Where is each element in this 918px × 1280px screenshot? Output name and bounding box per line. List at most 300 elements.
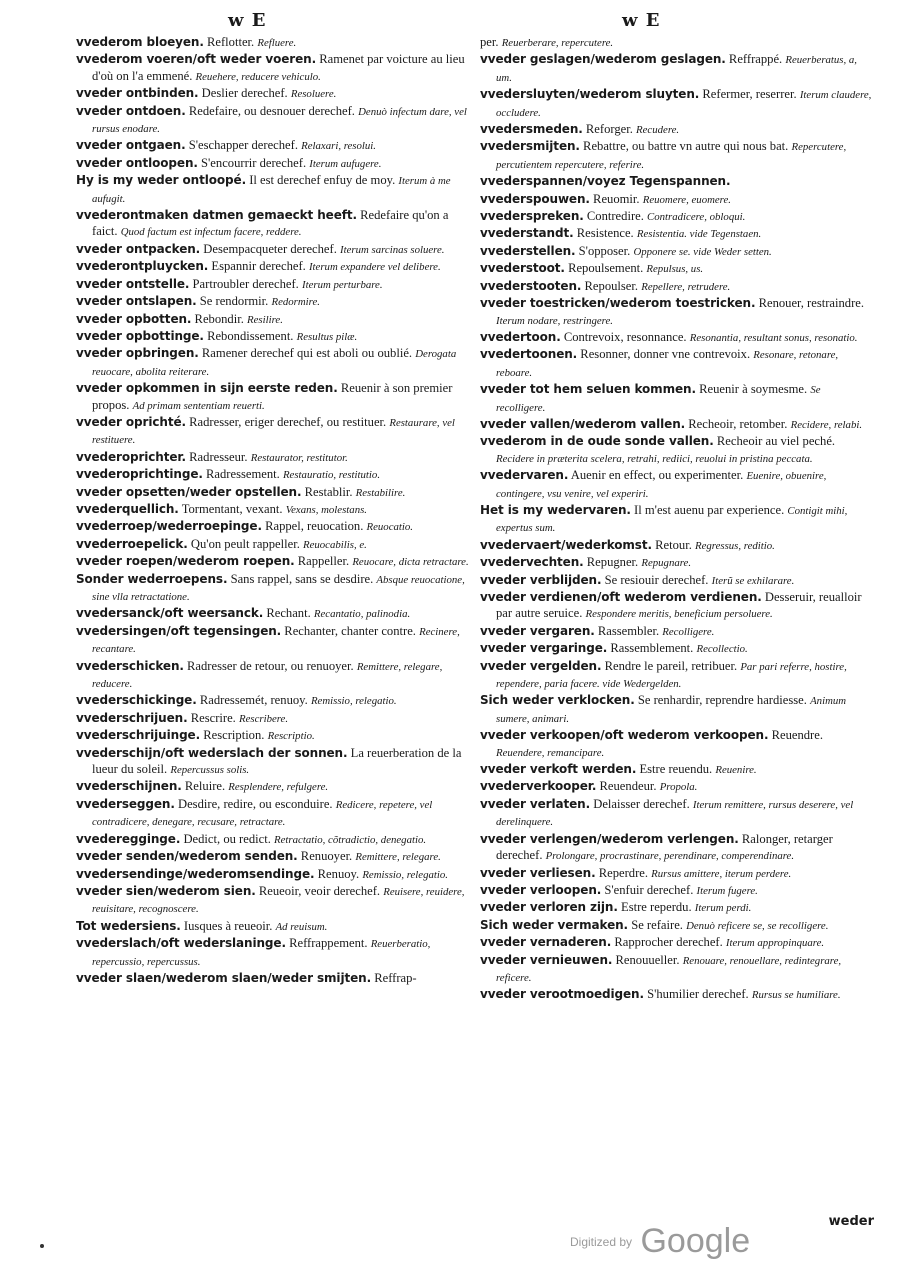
dictionary-entry (76, 796, 476, 831)
dictionary-entry (480, 346, 872, 381)
entry-headword: vvederontpluycken. (76, 259, 209, 274)
entry-headword: vveder tot hem seluen kommen. (480, 382, 696, 397)
right-column (480, 34, 872, 1004)
entry-latin: Iterum claudere, occludere. (496, 89, 872, 119)
dictionary-entry (480, 502, 872, 537)
entry-headword: vveder verkoft werden. (480, 762, 637, 777)
page-header-left: w E (228, 10, 267, 31)
entry-latin: Recollectio. (696, 643, 748, 656)
entry-latin: Resonantia, resultant sonus, resonatio. (689, 331, 858, 344)
entry-headword: vvederschrijuen. (76, 710, 188, 725)
dictionary-entry (480, 899, 872, 916)
left-column (76, 34, 476, 987)
entry-headword: vveder slaen/wederom slaen/weder smijten. (76, 970, 372, 985)
entry-latin: Reuenire. (715, 764, 757, 777)
entry-french: Rescription. (203, 728, 265, 743)
entry-headword: Het is my wedervaren. (480, 502, 631, 517)
entry-headword: vveder verloren zijn. (480, 900, 618, 915)
entry-french: Reuenir à soymesme. (699, 382, 808, 397)
entry-headword: vveder verloopen. (480, 882, 602, 897)
entry-headword: vveder verkoopen/oft wederom verkoopen. (480, 728, 769, 743)
entry-headword: vvederom in de oude sonde vallen. (480, 434, 714, 449)
dictionary-entry (480, 86, 872, 121)
dictionary-entry (76, 484, 476, 501)
dictionary-entry (480, 589, 872, 623)
entry-latin: Rursus se humiliare. (751, 989, 841, 1002)
dictionary-entry (480, 433, 872, 467)
entry-latin: Denuò reficere se, se recolligere. (686, 919, 829, 932)
entry-french: Il m'est auenu par experience. (634, 502, 785, 517)
entry-latin: Iterum à me aufugit. (92, 175, 451, 205)
entry-latin: Euenire, obuenire, contingere, vsu venire, vel experiri. (496, 470, 827, 500)
entry-latin: Repercutere, percutientem repercutere, referire. (496, 141, 847, 171)
entry-latin: Denuò infectum dare, vel rursus enodare. (92, 105, 467, 136)
entry-latin: Resilire. (247, 313, 283, 326)
entry-latin: Par pari referre, hostire, rependere, paria facere. vide Wedergelden. (496, 660, 847, 691)
entry-headword: vveder geslagen/wederom geslagen. (480, 52, 726, 67)
entry-latin: Repugnare. (641, 557, 692, 570)
entry-latin: Contradicere, obloqui. (647, 211, 746, 224)
entry-headword: vveder vernaderen. (480, 935, 612, 950)
entry-french: Redefaire qu'on a faict. (92, 208, 449, 239)
entry-french: S'encourrir derechef. (201, 155, 307, 170)
entry-latin: Reuerberatio, repercussio, repercussus. (92, 938, 431, 968)
entry-latin: Repellere, retrudere. (641, 280, 731, 293)
entry-french: Renuoy. (317, 866, 360, 881)
entry-french: Rechant. (266, 606, 311, 621)
entry-latin: Iterum expandere vel delibere. (308, 261, 441, 274)
entry-latin: Rescriptio. (267, 730, 315, 743)
entry-headword: vvederspreken. (480, 209, 584, 224)
dictionary-entry (480, 778, 872, 795)
entry-french: Renouer, restraindre. (758, 296, 865, 311)
entry-latin: Remissio, relegatio. (310, 695, 397, 708)
dictionary-entry (480, 917, 872, 934)
dictionary-entry (480, 623, 872, 640)
dictionary-entry (76, 449, 476, 466)
entry-headword: vveder opbottinge. (76, 328, 204, 343)
dictionary-entry (76, 293, 476, 310)
entry-headword: vveder verootmoedigen. (480, 987, 644, 1002)
dictionary-entry (480, 208, 872, 225)
entry-headword: vvederstandt. (480, 226, 574, 241)
entry-french: Rendre le pareil, retribuer. (604, 658, 738, 673)
entry-headword: vvedersluyten/wederom sluyten. (480, 87, 700, 102)
entry-latin: Resultus pilæ. (296, 330, 358, 343)
dictionary-entry (480, 260, 872, 277)
entry-french: Se refaire. (631, 917, 683, 932)
dictionary-entry (76, 207, 476, 241)
entry-french: Retour. (655, 537, 692, 552)
entry-french: Estre reperdu. (621, 900, 692, 915)
entry-french: Sans rappel, sans se desdire. (230, 571, 374, 586)
entry-french: Resonner, donner vne contrevoix. (580, 347, 751, 362)
entry-headword: vvederstooten. (480, 278, 582, 293)
entry-headword: Sonder wederroepens. (76, 571, 228, 586)
dictionary-entry (480, 278, 872, 295)
page-header-right: w E (622, 10, 661, 31)
entry-headword: vveder roepen/wederom roepen. (76, 554, 295, 569)
entry-headword: vveder ontloopen. (76, 155, 198, 170)
entry-french: Rebattre, ou battre vn autre qui nous bat. (583, 139, 789, 154)
entry-french: Desdire, redire, ou esconduire. (178, 796, 333, 811)
dictionary-entry (76, 85, 476, 102)
entry-latin: Absque reuocatione, sine vlla retractatione. (92, 573, 465, 603)
dictionary-entry (480, 831, 872, 865)
dictionary-entry (480, 225, 872, 242)
entry-french: Auenir en effect, ou experimenter. (570, 468, 744, 483)
entry-headword: Sich weder vermaken. (480, 917, 629, 932)
dictionary-entry (76, 553, 476, 570)
entry-headword: vvederslach/oft wederslaninge. (76, 936, 286, 951)
dictionary-entry (480, 329, 872, 346)
entry-latin: Se recolligere. (496, 384, 821, 414)
entry-french: S'opposer. (578, 243, 631, 258)
entry-french: Rappel, reuocation. (265, 519, 364, 534)
entry-latin: Reuomere, euomere. (642, 193, 731, 206)
dictionary-entry (480, 727, 872, 761)
entry-latin: Reuisere, reuidere, reuisitare, recognoscere. (92, 885, 465, 916)
entry-headword: vveder opsetten/weder opstellen. (76, 484, 302, 499)
entry-french: Restablir. (304, 484, 353, 499)
entry-latin: Recidere, relabi. (790, 418, 863, 431)
entry-latin: Resoluere. (290, 88, 337, 101)
entry-latin: Remissio, relegatio. (362, 868, 448, 881)
dictionary-entry (480, 934, 872, 951)
entry-french: Repugner. (586, 555, 639, 570)
entry-latin: Remittere, relegare. (355, 851, 441, 864)
ink-smudge (40, 1244, 44, 1248)
entry-latin: Vexans, molestans. (285, 503, 368, 516)
entry-latin: Restaurator, restitutor. (250, 451, 348, 464)
dictionary-entry (480, 640, 872, 657)
dictionary-entry (480, 986, 872, 1003)
entry-latin: Resonare, retonare, reboare. (496, 349, 839, 379)
dictionary-entry (76, 571, 476, 606)
entry-latin: Retractatio, cõtradictio, denegatio. (274, 833, 427, 846)
dictionary-entry (76, 103, 476, 138)
entry-french: Desseruir, reualloir par autre seruice. (496, 590, 862, 621)
entry-french: Recheoir, retomber. (688, 416, 788, 431)
entry-french: Deslier derechef. (201, 86, 288, 101)
entry-headword: vveder sien/wederom sien. (76, 883, 256, 898)
entry-latin: Iterum fugere. (696, 884, 758, 897)
entry-french: Contredire. (586, 209, 644, 224)
entry-latin: Redormire. (271, 296, 320, 309)
entry-latin: Repercussus solis. (170, 764, 250, 777)
entry-headword: vveder vergelden. (480, 658, 602, 673)
entry-french: Renouueller. (615, 952, 680, 967)
entry-headword: vvederschicken. (76, 658, 184, 673)
entry-latin: Redicere, repetere, vel contradicere, denegare, recusare, retractare. (92, 798, 433, 829)
entry-french: Reflotter. (206, 35, 255, 49)
dictionary-entry (76, 311, 476, 328)
entry-french: Reffrappé. (728, 52, 783, 67)
entry-headword: vvederschijnen. (76, 779, 182, 794)
entry-latin: Reuerberare, repercutere. (501, 37, 614, 49)
entry-headword: vvedervaren. (480, 468, 569, 483)
dictionary-entry (480, 34, 872, 51)
dictionary-entry (76, 518, 476, 535)
entry-headword: vveder senden/wederom senden. (76, 849, 298, 864)
dictionary-entry (76, 918, 476, 935)
entry-french: La reuerberation de la lueur du soleil. (92, 745, 462, 777)
entry-headword: Hy is my weder ontloopé. (76, 173, 247, 188)
entry-french: Rechanter, chanter contre. (284, 623, 416, 638)
entry-french: S'eschapper derechef. (188, 138, 298, 153)
entry-headword: vveder verlengen/wederom verlengen. (480, 831, 739, 846)
entry-french: Se renhardir, reprendre hardiesse. (637, 693, 807, 708)
dictionary-entry (480, 381, 872, 416)
watermark-small-text: Digitized by (570, 1235, 633, 1249)
entry-latin: Recolligere. (662, 625, 715, 638)
entry-headword: vveder ontbinden. (76, 86, 199, 101)
dictionary-entry (76, 536, 476, 553)
entry-latin: Iterum appropinquare. (725, 937, 825, 950)
entry-latin: Reuerberatus, a, um. (496, 54, 858, 84)
dictionary-entry (76, 241, 476, 258)
entry-french: Reffrappement. (289, 936, 368, 951)
entry-headword: vvederstoot. (480, 261, 565, 276)
dictionary-entry (76, 866, 476, 883)
entry-headword: vvederontmaken datmen gemaeckt heeft. (76, 208, 357, 223)
dictionary-entry (76, 831, 476, 848)
entry-latin: Ad primam sententiam reuerti. (132, 399, 265, 412)
entry-headword: vveder oprichté. (76, 414, 186, 429)
dictionary-entry (480, 692, 872, 727)
entry-latin: Prolongare, procrastinare, perendinare, comperendinare. (545, 850, 795, 863)
entry-headword: vvederseggen. (76, 796, 175, 811)
entry-headword: vveder verblijden. (480, 572, 602, 587)
entry-headword: vvederroep/wederroepinge. (76, 519, 262, 534)
entry-latin: Refluere. (257, 37, 297, 49)
entry-latin: Recidere in præterita scelera, retrahi, rediici, reuolui in pristina peccata. (496, 452, 813, 465)
entry-latin: Regressus, reditio. (695, 539, 775, 552)
dictionary-entry (480, 51, 872, 86)
dictionary-entry (480, 138, 872, 173)
dictionary-entry (480, 865, 872, 882)
entry-headword: Tot wedersiens. (76, 918, 181, 933)
dictionary-entry (76, 778, 476, 795)
entry-french: Redefaire, ou desnouer derechef. (188, 103, 355, 118)
entry-french: Qu'on peult rappeller. (190, 536, 300, 551)
entry-latin: Restabilire. (355, 486, 406, 499)
entry-french: Reuendre. (771, 728, 823, 743)
entry-french: Tormentant, vexant. (181, 501, 283, 516)
entry-french: Partroubler derechef. (192, 276, 299, 291)
entry-latin: Reuocatio. (366, 521, 413, 534)
dictionary-entry (480, 554, 872, 571)
entry-french: Reluire. (184, 779, 226, 794)
google-watermark (570, 1222, 750, 1261)
dictionary-entry (480, 658, 872, 693)
dictionary-entry (76, 848, 476, 865)
entry-headword: vveder verdienen/oft wederom verdienen. (480, 590, 762, 604)
dictionary-entry (76, 935, 476, 970)
entry-headword: vvedersmijten. (480, 139, 580, 154)
entry-french: Radresser de retour, ou renuoyer. (187, 658, 354, 673)
dictionary-entry (76, 345, 476, 380)
entry-headword: vveder verliesen. (480, 865, 596, 880)
entry-latin: Reuendere, remancipare. (496, 746, 605, 759)
entry-headword: vveder ontstelle. (76, 276, 190, 291)
entry-french: Reffrap- (374, 970, 417, 985)
dictionary-entry (76, 258, 476, 275)
entry-french: Ramener derechef qui est aboli ou oublié. (201, 346, 413, 361)
entry-headword: vvederroepelick. (76, 536, 188, 551)
dictionary-entry (76, 155, 476, 172)
entry-latin: Restaurare, vel restituere. (92, 416, 455, 447)
entry-headword: vvedersmeden. (480, 122, 583, 137)
entry-latin: Quod factum est infectum facere, reddere. (120, 226, 302, 239)
entry-french: Repoulser. (584, 278, 639, 293)
entry-latin: Reuehere, reducere vehiculo. (195, 70, 321, 83)
entry-headword: vvederegginge. (76, 831, 181, 846)
entry-headword: Sich weder verklocken. (480, 693, 635, 708)
entry-headword: vvedervaert/wederkomst. (480, 537, 652, 552)
entry-latin: Iterum sarcinas soluere. (340, 243, 445, 256)
dictionary-entry (480, 952, 872, 987)
dictionary-entry (480, 416, 872, 433)
entry-headword: vvederom voeren/oft weder voeren. (76, 52, 317, 67)
entry-headword: vveder vernieuwen. (480, 952, 613, 967)
entry-headword: vvedersendinge/wederomsendinge. (76, 866, 315, 881)
dictionary-entry (76, 34, 476, 51)
entry-latin: Iterũ se exhilarare. (711, 574, 795, 587)
entry-french: Espannir derechef. (211, 259, 306, 274)
entry-latin: Recantatio, palinodia. (313, 608, 411, 621)
dictionary-entry (480, 121, 872, 138)
entry-headword: vveder opbotten. (76, 311, 192, 326)
dictionary-entry (76, 328, 476, 345)
entry-headword: vveder opkommen in sijn eerste reden. (76, 381, 338, 396)
dictionary-entry (480, 243, 872, 260)
entry-latin: Rursus amittere, iterum perdere. (651, 867, 792, 880)
dictionary-entry (480, 796, 872, 831)
entry-french: Radresser, eriger derechef, ou restituer. (189, 414, 387, 429)
entry-french: Reperdre. (598, 865, 649, 880)
entry-french: per. (480, 35, 499, 49)
entry-french: Recheoir au viel peché. (716, 434, 836, 449)
entry-french: Contrevoix, resonnance. (563, 329, 687, 344)
dictionary-entry (480, 467, 872, 502)
entry-french: Radresseur. (189, 449, 248, 464)
entry-headword: vvederquellich. (76, 501, 179, 516)
entry-french: Dedict, ou redict. (183, 831, 271, 846)
entry-latin: Resistentia. vide Tegenstaen. (636, 228, 762, 241)
entry-headword: vvederstellen. (480, 243, 576, 258)
dictionary-entry (480, 572, 872, 589)
entry-french: Se rendormir. (199, 294, 269, 309)
dictionary-entry (76, 970, 476, 987)
entry-french: Rassembler. (597, 623, 660, 638)
dictionary-entry (76, 51, 476, 85)
entry-latin: Relaxari, resolui. (301, 140, 377, 153)
entry-latin: Repulsus, us. (646, 263, 704, 276)
entry-latin: Iterum aufugere. (309, 157, 382, 170)
dictionary-entry (76, 692, 476, 709)
dictionary-entry (480, 882, 872, 899)
entry-headword: vveder ontslapen. (76, 294, 197, 309)
entry-french: Repoulsement. (568, 261, 644, 276)
dictionary-entry (76, 605, 476, 622)
entry-headword: vvederschrijuinge. (76, 728, 201, 743)
entry-headword: vveder vergaren. (480, 623, 595, 638)
entry-french: Desempacqueter derechef. (203, 241, 337, 256)
entry-headword: vveder vallen/wederom vallen. (480, 416, 686, 431)
entry-french: Resistence. (576, 226, 634, 241)
entry-headword: vveder toestricken/wederom toestricken. (480, 296, 756, 311)
dictionary-entry (76, 466, 476, 483)
entry-latin: Recudere. (636, 124, 680, 137)
entry-french: Reuenir à son premier propos. (92, 381, 453, 412)
entry-french: Reuomir. (593, 191, 640, 206)
entry-french: Rassemblement. (610, 641, 694, 656)
entry-headword: vveder ontpacken. (76, 241, 201, 256)
entry-headword: vvederverkooper. (480, 779, 597, 794)
dictionary-entry (76, 137, 476, 154)
dictionary-entry (76, 727, 476, 744)
entry-french: Rapprocher derechef. (614, 935, 723, 950)
entry-french: Refermer, reserrer. (702, 87, 797, 102)
entry-french: Estre reuendu. (639, 762, 713, 777)
entry-latin: Derogata reuocare, abolita reiterare. (92, 348, 457, 378)
entry-headword: vvederschickinge. (76, 693, 197, 708)
entry-headword: vvedertoon. (480, 329, 561, 344)
entry-headword: vvedersingen/oft tegensingen. (76, 623, 282, 638)
entry-french: Reueoir, veoir derechef. (258, 883, 381, 898)
entry-french: Rebondissement. (207, 328, 294, 343)
dictionary-entry (480, 537, 872, 554)
dictionary-entry (76, 414, 476, 449)
entry-headword: vvederspouwen. (480, 191, 590, 206)
entry-french: Rappeller. (297, 554, 350, 569)
entry-latin: Renouare, renouellare, redintegrare, reficere. (496, 954, 842, 984)
entry-french: Ralonger, retarger derechef. (496, 831, 833, 863)
entry-latin: Respondere meritis, beneficium persoluere. (585, 608, 773, 621)
dictionary-entry (480, 761, 872, 778)
dictionary-entry (76, 501, 476, 518)
entry-french: Rescrire. (190, 710, 236, 725)
entry-latin: Animum sumere, animari. (496, 695, 847, 725)
entry-french: Renuoyer. (300, 849, 353, 864)
entry-french: Reforger. (585, 122, 633, 137)
entry-latin: Restauratio, restitutio. (282, 469, 381, 482)
dictionary-entry (480, 173, 872, 190)
entry-latin: Reuocabilis, e. (303, 538, 367, 551)
dictionary-entry (76, 380, 476, 414)
entry-headword: vvederoprichtinge. (76, 467, 203, 482)
entry-latin: Ad reuisum. (275, 920, 328, 933)
entry-latin: Opponere se. vide Weder setten. (633, 245, 772, 258)
entry-headword: vvederspannen/voyez Tegenspannen. (480, 174, 731, 189)
entry-latin: Iterum remittere, rursus deserere, vel derelinquere. (496, 798, 854, 829)
entry-latin: Recinere, recantare. (92, 625, 460, 656)
dictionary-entry (480, 191, 872, 208)
entry-latin: Iterum perturbare. (301, 278, 383, 291)
entry-french: Rebondir. (194, 311, 244, 326)
entry-headword: vveder opbringen. (76, 346, 199, 361)
entry-french: Il est derechef enfuy de moy. (249, 173, 396, 188)
entry-latin: Propola. (659, 781, 698, 794)
entry-latin: Iterum nodare, restringere. (496, 314, 613, 327)
dictionary-entry (76, 745, 476, 779)
entry-french: Delaisser derechef. (593, 796, 690, 811)
dictionary-entry (76, 710, 476, 727)
entry-latin: Remittere, relegare, reducere. (92, 660, 443, 691)
entry-headword: vvederschijn/oft wederslach der sonnen. (76, 745, 348, 760)
entry-latin: Contigit mihi, expertus sum. (496, 504, 848, 535)
